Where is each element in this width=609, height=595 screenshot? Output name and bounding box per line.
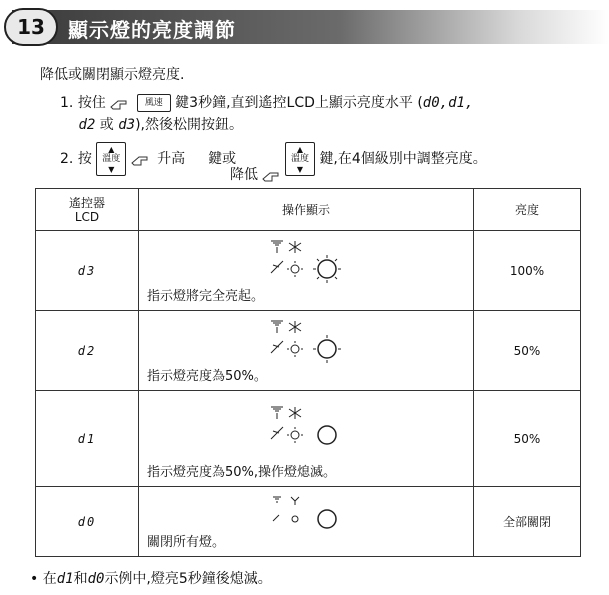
operation-display (139, 231, 474, 311)
lcd-code: d3 (36, 231, 139, 311)
operation-display (139, 391, 474, 487)
brightness-table (35, 188, 581, 557)
table-row (36, 391, 581, 487)
operation-display (139, 487, 474, 557)
temp-up-button-label: 溫度 (102, 154, 121, 164)
header-brightness: 亮度 (474, 189, 581, 231)
footnote (30, 568, 272, 588)
footnote-text-b: 和 (73, 571, 88, 587)
temp-down-button-label: 溫度 (290, 154, 309, 164)
hand-pointer-icon (131, 151, 153, 167)
step-1-codes-c: d3 (118, 117, 136, 133)
row-caption: 指示燈將完全亮起。 (147, 289, 265, 304)
row-caption: 指示燈亮度為50%,操作燈熄滅。 (147, 465, 337, 480)
operation-display (139, 311, 474, 391)
arrow-up-icon: ▲ (296, 145, 304, 154)
hand-pointer-icon (262, 167, 284, 183)
section-title: 顯示燈的亮度調節 (68, 18, 236, 42)
step-1-text-d: ),然後松開按鈕。 (135, 117, 243, 133)
indicator-lights-off-icon (269, 491, 349, 537)
lcd-code: d1 (36, 391, 139, 487)
brightness-value: 100% (474, 231, 581, 311)
section-header (0, 8, 609, 46)
step-2-text-b: 鍵或 (208, 151, 237, 167)
table-row (36, 487, 581, 557)
footnote-code-1: d1 (56, 571, 74, 587)
indicator-lights-full-icon (269, 237, 349, 289)
table-header-row (36, 189, 581, 231)
table-row (36, 231, 581, 311)
row-caption: 指示燈亮度為50%。 (147, 369, 267, 384)
step-2 (60, 142, 580, 176)
lcd-code: d2 (36, 311, 139, 391)
fan-speed-button[interactable] (137, 94, 171, 112)
brightness-value: 50% (474, 311, 581, 391)
arrow-up-icon: ▲ (108, 145, 115, 154)
step-1-text-c: 或 (99, 117, 114, 133)
footnote-bullet: • (30, 571, 39, 587)
step-1-codes-b: d2 (78, 117, 96, 133)
step-1-codes-a: d0,d1, (422, 95, 474, 111)
row-caption: 關閉所有燈。 (147, 535, 226, 550)
step-1-text-b: 鍵3秒鐘,直到遙控LCD上顯示亮度水平 ( (175, 95, 423, 111)
footnote-code-2: d0 (87, 571, 105, 587)
hand-pointer-icon (110, 95, 132, 111)
indicator-lights-half-icon (269, 317, 349, 369)
footnote-text-c: 示例中,燈亮5秒鐘後熄滅。 (104, 571, 272, 587)
header-operation: 操作顯示 (139, 189, 474, 231)
step-1-number: 1. (60, 95, 74, 111)
brightness-value: 全部關閉 (474, 487, 581, 557)
brightness-value: 50% (474, 391, 581, 487)
arrow-down-icon: ▼ (296, 165, 304, 174)
section-number-badge: 13 (4, 8, 58, 46)
intro-text: 降低或關閉顯示燈亮度. (40, 67, 185, 83)
step-2-text-a: 按 (77, 151, 92, 167)
fan-speed-button-label: 風速 (144, 98, 163, 108)
footnote-text-a: 在 (42, 571, 57, 587)
step-2-up-label: 升高 (157, 151, 186, 167)
table-row (36, 311, 581, 391)
step-1 (60, 92, 580, 136)
step-2-number: 2. (60, 151, 74, 167)
step-2-text-c: 鍵,在4個級別中調整亮度。 (319, 151, 487, 167)
header-lcd: 遙控器 LCD (36, 189, 139, 231)
step-2-down-row (230, 164, 284, 186)
temp-up-button[interactable] (96, 142, 126, 176)
arrow-down-icon: ▼ (108, 165, 115, 174)
temp-down-button[interactable] (285, 142, 315, 176)
indicator-lights-operation-off-icon (269, 403, 349, 459)
lcd-code: d0 (36, 487, 139, 557)
step-1-text-a: 按住 (77, 95, 106, 111)
step-2-down-label: 降低 (230, 167, 258, 183)
